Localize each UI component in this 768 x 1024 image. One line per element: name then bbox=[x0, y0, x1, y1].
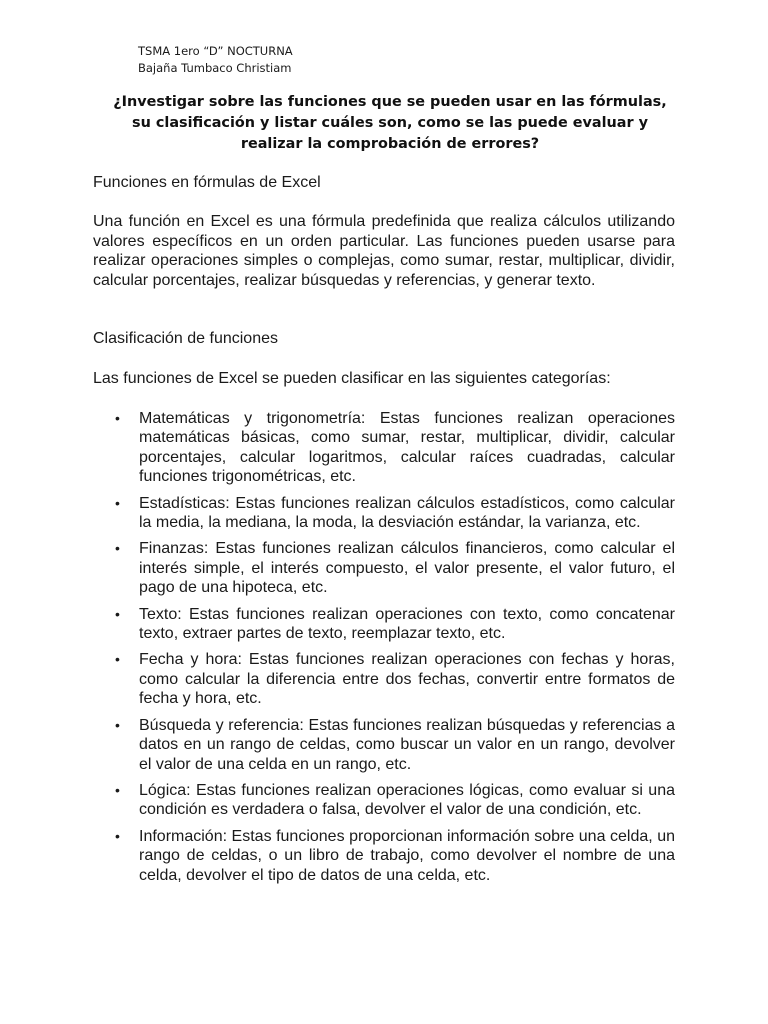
list-item-text: Matemáticas y trigonometría: Estas funciones realizan operaciones matemáticas básicas, como sumar, restar, multiplicar, dividir, calcular porcentajes, calcular logaritmos, calcular raíces cuadradas, calcular funciones trigonométricas, etc. bbox=[139, 410, 675, 486]
bullet-icon: • bbox=[115, 716, 120, 733]
section-heading-classification: Clasificación de funciones bbox=[93, 330, 278, 347]
list-item bbox=[93, 650, 675, 708]
list-item-text: Búsqueda y referencia: Estas funciones realizan búsquedas y referencias a datos en un rango de celdas, como buscar un valor en un rango, devolver el valor de una celda en un rango, etc. bbox=[139, 716, 675, 773]
list-item-text: Texto: Estas funciones realizan operaciones con texto, como concatenar texto, extraer partes de texto, reemplazar texto, etc. bbox=[139, 605, 675, 643]
list-item bbox=[93, 494, 675, 533]
list-item-text: Estadísticas: Estas funciones realizan cálculos estadísticos, como calcular la media, la mediana, la moda, la desviación estándar, la varianza, etc. bbox=[139, 494, 675, 532]
classification-intro: Las funciones de Excel se pueden clasificar en las siguientes categorías: bbox=[93, 370, 611, 387]
category-list bbox=[93, 409, 675, 892]
bullet-icon: • bbox=[115, 781, 120, 798]
list-item bbox=[93, 409, 675, 487]
list-item bbox=[93, 605, 675, 644]
bullet-icon: • bbox=[115, 827, 120, 844]
list-item-text: Finanzas: Estas funciones realizan cálculos financieros, como calcular el interés simple, el interés compuesto, el valor presente, el valor futuro, el pago de una hipoteca, etc. bbox=[139, 540, 675, 597]
research-question: ¿Investigar sobre las funciones que se pueden usar en las fórmulas, su clasificación y listar cuáles son, como se las puede evaluar y realizar la comprobación de errores? bbox=[113, 94, 667, 152]
list-item bbox=[93, 781, 675, 820]
list-item bbox=[93, 716, 675, 774]
list-item-text: Lógica: Estas funciones realizan operaciones lógicas, como evaluar si una condición es verdadera o falsa, devolver el valor de una condición, etc. bbox=[139, 781, 675, 819]
bullet-icon: • bbox=[115, 651, 120, 668]
list-item bbox=[93, 539, 675, 597]
list-item-text: Información: Estas funciones proporcionan información sobre una celda, un rango de celdas, o un libro de trabajo, como devolver el nombre de una celda, devolver el tipo de datos de una celda, etc. bbox=[139, 827, 675, 884]
bullet-icon: • bbox=[115, 605, 120, 622]
list-item-text: Fecha y hora: Estas funciones realizan operaciones con fechas y horas, como calcular la diferencia entre dos fechas, convertir entre formatos de fecha y hora, etc. bbox=[139, 651, 675, 708]
document-header bbox=[138, 43, 293, 77]
functions-definition-paragraph: Una función en Excel es una fórmula predefinida que realiza cálculos utilizando valores específicos en un orden particular. Las funciones pueden usarse para realizar operaciones simples o complejas, como sumar, restar, multiplicar, dividir, calcular porcentajes, realizar búsquedas y referencias, y generar texto. bbox=[93, 213, 675, 289]
student-name: Bajaña Tumbaco Christiam bbox=[138, 61, 292, 75]
bullet-icon: • bbox=[115, 494, 120, 511]
section-heading-functions: Funciones en fórmulas de Excel bbox=[93, 174, 321, 191]
course-line: TSMA 1ero “D” NOCTURNA bbox=[138, 44, 293, 58]
bullet-icon: • bbox=[115, 540, 120, 557]
list-item bbox=[93, 827, 675, 885]
bullet-icon: • bbox=[115, 410, 120, 426]
